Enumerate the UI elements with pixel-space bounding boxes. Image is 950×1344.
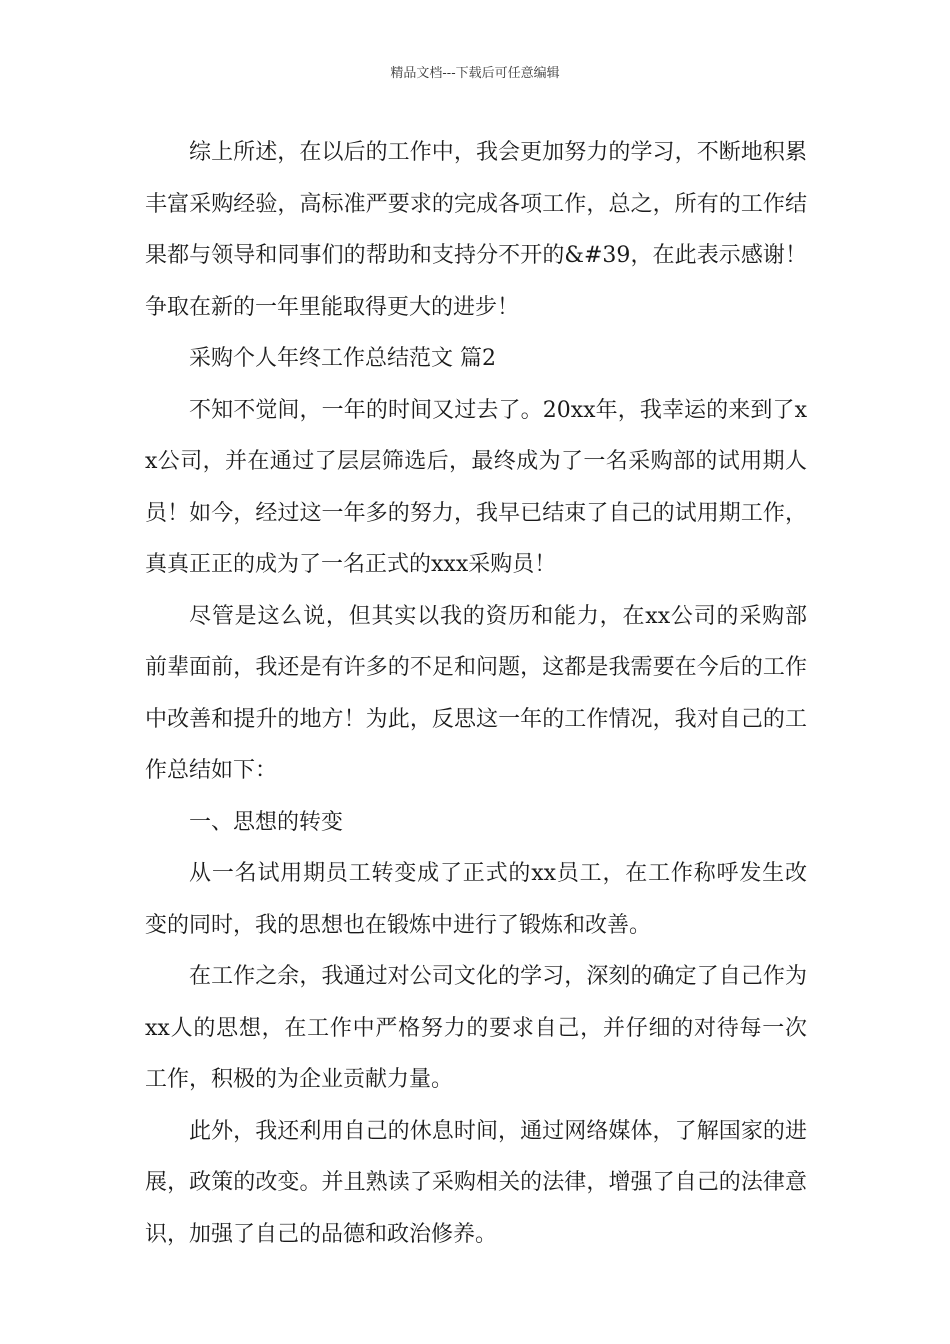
page-header: 精品文档---下载后可任意编辑 — [390, 66, 560, 81]
subheading-mindset: 一、思想的转变 — [189, 809, 344, 835]
section-title: 采购个人年终工作总结范文 篇2 — [189, 346, 496, 371]
paragraph-company-culture: 在工作之余，我通过对公司文化的学习，深刻的确定了自己作为xx人的思想，在工作中严格努力的要求自己，并仔细的对待每一次工作，积极的为企业贡献力量。 — [145, 964, 807, 1092]
paragraph-conclusion: 综上所述，在以后的工作中，我会更加努力的学习，不断地积累丰富采购经验，高标准严要求的完成各项工作，总之，所有的工作结果都与领导和同事们的帮助和支持分不开的&#39，在此表示感谢！争取在新的一年里能取得更大的进步！ — [145, 140, 807, 320]
paragraph-self-study: 此外，我还利用自己的休息时间，通过网络媒体，了解国家的进展，政策的改变。并且熟读了采购相关的法律，增强了自己的法律意识，加强了自己的品德和政治修养。 — [145, 1118, 807, 1247]
paragraph-mindset-change: 从一名试用期员工转变成了正式的xx员工，在工作称呼发生改变的同时，我的思想也在锻炼中进行了锻炼和改善。 — [145, 861, 807, 938]
paragraph-reflection: 尽管是这么说，但其实以我的资历和能力，在xx公司的采购部前辈面前，我还是有许多的不足和问题，这都是我需要在今后的工作中改善和提升的地方！为此，反思这一年的工作情况，我对自己的工作总结如下： — [145, 603, 807, 783]
paragraph-intro: 不知不觉间，一年的时间又过去了。20xx年，我幸运的来到了xx公司，并在通过了层层筛选后，最终成为了一名采购部的试用期人员！如今，经过这一年多的努力，我早已结束了自己的试用期工作，真真正正的成为了一名正式的xxx采购员！ — [145, 397, 807, 577]
document-body — [145, 127, 807, 1260]
